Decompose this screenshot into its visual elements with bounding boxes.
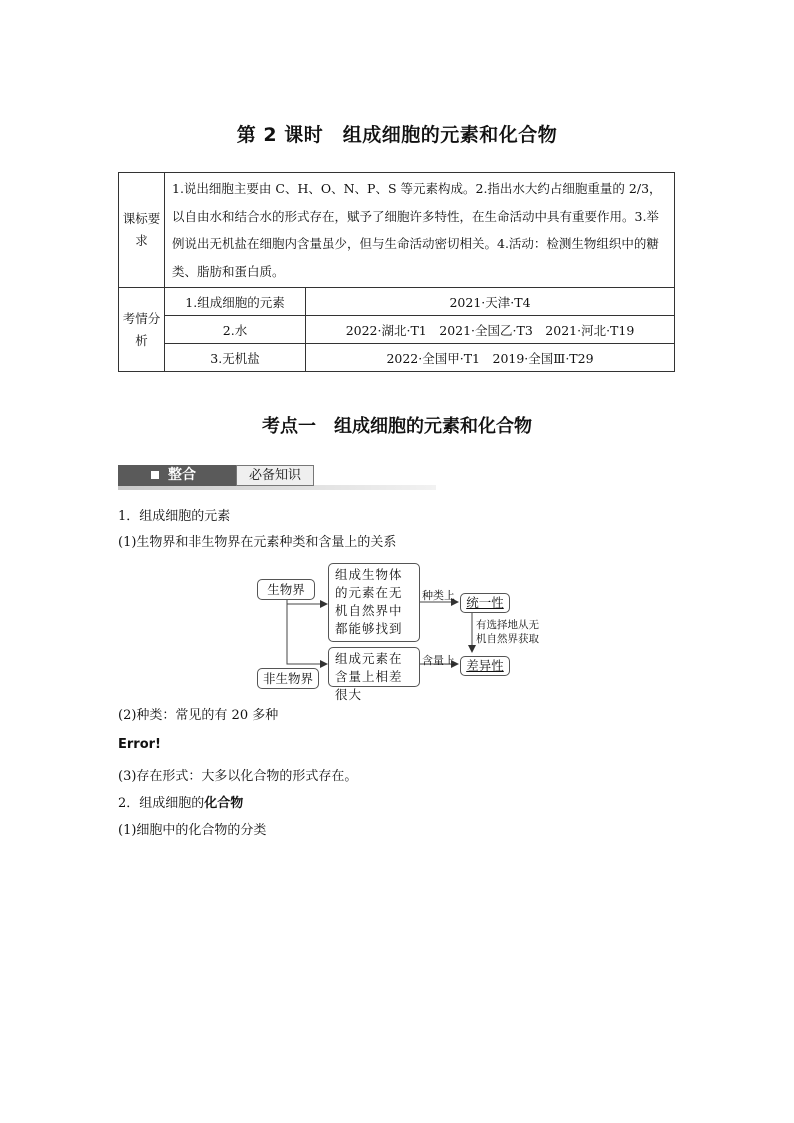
standards-text: 1.说出细胞主要由 C、H、O、N、P、S 等元素构成。2.指出水大约占细胞重量的 2/3，以自由水和结合水的形式存在，赋予了细胞许多特性，在生命活动中具有重要作用。3.举例说出无机盐在细胞内含量虽少，但与生命活动密切相关。4.活动：检测生物组织中的糖类、脂肪和蛋白质。	[165, 173, 675, 288]
topic-cell: 3.无机盐	[165, 344, 306, 372]
heading-compounds-bold: 化合物	[204, 796, 244, 811]
heading-elements: 1．组成细胞的元素	[118, 509, 231, 524]
standards-table	[118, 172, 675, 372]
standards-label: 课标要求	[119, 173, 165, 288]
exam-cell: 2022·全国甲·T1 2019·全国Ⅲ·T29	[306, 344, 675, 372]
types-line: (2)种类：常见的有 20 多种	[118, 708, 279, 723]
page-title: 第 2 课时 组成细胞的元素和化合物	[236, 124, 558, 146]
exam-cell: 2022·湖北·T1 2021·全国乙·T3 2021·河北·T19	[306, 316, 675, 344]
section-banner	[118, 463, 436, 491]
square-icon	[151, 471, 159, 479]
nonliving-world-box: 非生物界	[257, 668, 319, 689]
unity-box	[460, 593, 510, 613]
heading-compounds-prefix: 2．组成细胞的	[118, 796, 205, 811]
classification-line: (1)细胞中的化合物的分类	[118, 823, 267, 838]
statement-box-2: 组成元素在含量上相差很大	[328, 647, 420, 687]
banner-dark-label: 整合	[168, 467, 196, 483]
topic-cell: 2.水	[165, 316, 306, 344]
arrow-label-type: 种类上	[422, 589, 455, 602]
unity-label: 统一性	[466, 595, 504, 610]
existence-line: (3)存在形式：大多以化合物的形式存在。	[118, 769, 358, 784]
subheading-relation: (1)生物界和非生物界在元素种类和含量上的关系	[118, 535, 397, 550]
error-text: Error!	[118, 737, 161, 752]
difference-label: 差异性	[466, 658, 504, 673]
exam-cell: 2021·天津·T4	[306, 288, 675, 316]
side-note: 有选择地从无机自然界获取	[476, 619, 539, 645]
topic-cell: 1.组成细胞的元素	[165, 288, 306, 316]
section-title: 考点一 组成细胞的元素和化合物	[262, 416, 532, 437]
banner-light-label: 必备知识	[236, 465, 314, 486]
relation-diagram	[250, 560, 550, 702]
difference-box	[460, 656, 510, 676]
heading-compounds	[118, 795, 243, 813]
arrow-label-content: 含量上	[422, 654, 455, 667]
analysis-label: 考情分析	[119, 288, 165, 372]
statement-box-1: 组成生物体的元素在无机自然界中都能够找到	[328, 563, 420, 642]
living-world-box: 生物界	[257, 579, 315, 600]
